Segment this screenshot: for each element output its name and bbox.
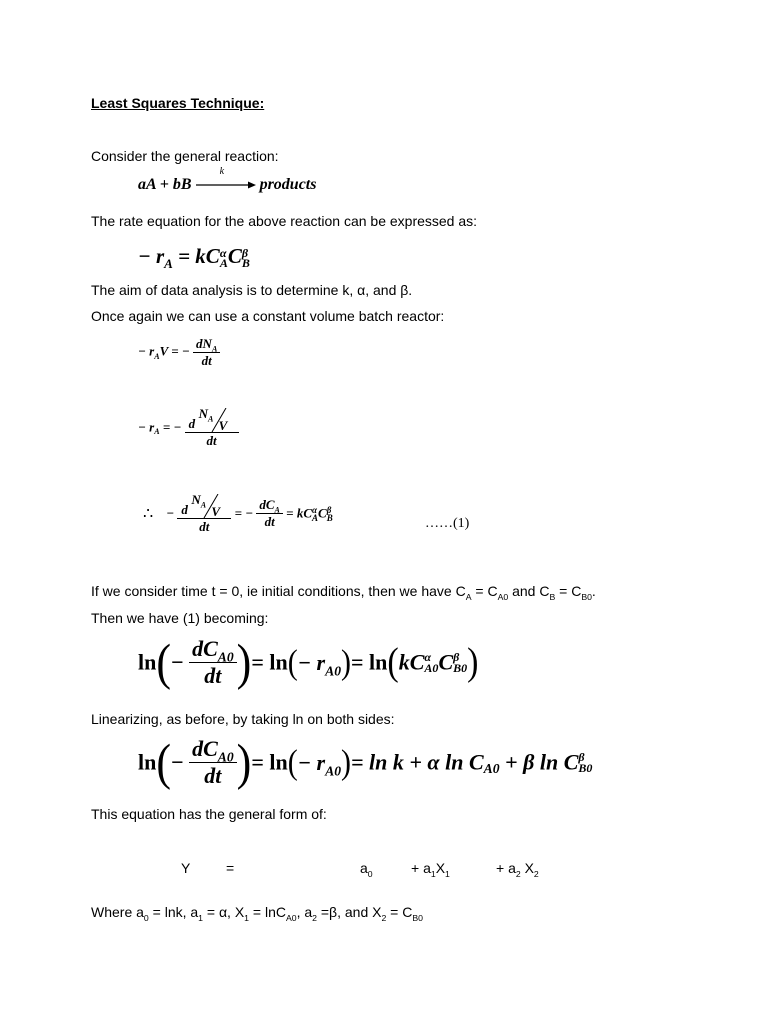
where-t2: = lnk, a <box>148 904 199 920</box>
eq5-plus: + β ln C <box>499 749 579 775</box>
where-s2: 1 <box>198 912 203 923</box>
gen-a0-sub: 0 <box>367 868 373 879</box>
equation-3 <box>143 492 333 535</box>
eq2-d: d <box>188 416 196 431</box>
paragraph-initial-conditions <box>91 583 596 602</box>
if-sub-3: B <box>549 591 556 602</box>
eq2-den: dt <box>206 433 217 448</box>
eq1-num-sub: A <box>211 344 218 354</box>
eq3-alpha: α <box>312 504 317 515</box>
where-t4: = lnC <box>249 904 286 920</box>
eq3-N-sub: A <box>200 500 207 510</box>
eq1-num: dN <box>196 336 212 351</box>
gen-term2 <box>496 860 539 879</box>
eq4-mr: − r <box>297 649 326 675</box>
paragraph-linearizing: Linearizing, as before, by taking ln on both sides: <box>91 711 395 727</box>
right-arrow-icon <box>196 180 256 190</box>
where-t1: Where a <box>91 904 144 920</box>
eq5-beta: β <box>578 749 585 764</box>
where-s5: 2 <box>312 912 317 923</box>
paragraph-where <box>91 904 423 923</box>
eq2-lhs: − r <box>138 419 155 435</box>
eq4-lparen-3: ( <box>387 640 399 684</box>
eq1-lhs-sub: A <box>154 352 160 362</box>
paragraph-rate: The rate equation for the above reaction can be expressed as: <box>91 213 478 229</box>
equation-2 <box>138 406 239 449</box>
eq3-B: B <box>326 512 333 523</box>
where-t7: = C <box>386 904 413 920</box>
eq1-fraction <box>193 336 220 369</box>
gen-term1-X: X <box>435 860 446 876</box>
eq4-eq2: = ln <box>351 649 388 675</box>
eq3-den-1: dt <box>199 519 210 534</box>
eq5-B0: B0 <box>578 760 593 775</box>
where-s1: 0 <box>143 912 149 923</box>
gen-a0-a: a <box>360 860 368 876</box>
eq3-V: V <box>211 504 220 519</box>
gen-term2-sub1: 2 <box>515 868 521 879</box>
eq4-C: C <box>438 649 454 675</box>
eq3-d: d <box>181 502 188 517</box>
rate-constant-label: k <box>219 166 225 178</box>
eq5-fraction <box>189 736 237 789</box>
eq2-eq: = − <box>162 419 182 435</box>
eq3-den-2: dt <box>264 514 275 529</box>
reaction-lhs: aA + bB <box>138 176 192 193</box>
eq4-rparen: ) <box>236 633 252 691</box>
eq2-lhs-sub: A <box>154 427 160 437</box>
rate-lhs: − r <box>138 244 165 268</box>
eq2-N: N <box>198 406 208 421</box>
eq1-lhs: − r <box>138 343 155 359</box>
alpha-exponent: α <box>219 246 227 261</box>
if-sub-1: A <box>465 591 472 602</box>
if-sub-2: A0 <box>497 591 509 602</box>
paragraph-once: Once again we can use a constant volume batch reactor: <box>91 308 445 324</box>
reaction-rhs: products <box>259 176 317 193</box>
if-text-4: = C <box>555 583 582 599</box>
eq4-A0: A0 <box>424 660 439 675</box>
eq3-fraction-2 <box>256 497 283 530</box>
eq5-minus: − <box>171 749 184 775</box>
section-heading: Least Squares Technique: <box>91 95 265 111</box>
gen-term2-a: + a <box>496 860 516 876</box>
therefore-symbol: ∴ <box>143 505 154 523</box>
gen-Y: Y <box>181 860 191 876</box>
if-sub-4: B0 <box>581 591 592 602</box>
eq5-eq1: = ln <box>251 749 288 775</box>
A-subscript: A <box>219 256 228 271</box>
eq3-minus: − <box>166 505 175 521</box>
equation-1 <box>138 336 220 369</box>
eq5-num-sub: A0 <box>217 749 234 765</box>
paragraph-then: Then we have (1) becoming: <box>91 610 269 626</box>
eq4-B0: B0 <box>453 660 468 675</box>
eq3-N: N <box>191 492 201 507</box>
paragraph-aim: The aim of data analysis is to determine k, α, and β. <box>91 282 413 298</box>
where-t3: = α, X <box>203 904 245 920</box>
eq4-beta: β <box>453 649 460 664</box>
eq5-ln: ln <box>138 749 157 775</box>
equation-4 <box>138 633 479 691</box>
beta-exponent: β <box>241 246 249 261</box>
gen-equals: = <box>226 860 235 876</box>
eq4-alpha: α <box>424 649 432 664</box>
where-t5: , a <box>296 904 313 920</box>
eq5-lparen: ( <box>156 733 172 791</box>
eq5-A0: A0 <box>483 760 500 776</box>
eq4-ln: ln <box>138 649 157 675</box>
gen-term1-sub2: 1 <box>445 868 450 879</box>
reaction-arrow <box>196 166 256 190</box>
gen-a0 <box>360 860 373 879</box>
gen-term1-a: + a <box>411 860 431 876</box>
paragraph-general-form: This equation has the general form of: <box>91 806 327 822</box>
gen-term1-sub1: 1 <box>430 868 436 879</box>
if-text-5: . <box>591 583 596 599</box>
equation-label-1: ……(1) <box>425 516 470 531</box>
if-text-2: = C <box>471 583 498 599</box>
eq4-rparen-3: ) <box>467 640 479 684</box>
B-subscript: B <box>241 256 250 271</box>
eq5-mr: − r <box>297 749 326 775</box>
eq5-lparen-2: ( <box>287 742 298 781</box>
eq3-A: A <box>312 512 319 523</box>
where-s6: 2 <box>381 912 387 923</box>
eq5-eq2: = ln k + α ln C <box>351 749 484 775</box>
gen-term2-sub2: 2 <box>533 868 539 879</box>
if-text-1: If we consider time t = 0, ie initial conditions, then we have C <box>91 583 466 599</box>
where-s3: 1 <box>244 912 249 923</box>
eq4-minus: − <box>171 649 184 675</box>
eq4-mr-sub: A0 <box>325 662 342 678</box>
eq2-N-sub: A <box>208 414 214 424</box>
eq5-mr-sub: A0 <box>325 762 342 778</box>
eq1-V: V = − <box>159 343 190 359</box>
eq4-fraction <box>189 636 237 689</box>
rate-lhs-sub: A <box>164 256 173 272</box>
eq4-eq1: = ln <box>251 649 288 675</box>
eq4-lparen-2: ( <box>287 642 298 681</box>
eq3-eq: = − <box>234 505 254 521</box>
eq2-V: V <box>218 418 228 433</box>
where-s7: B0 <box>412 912 423 923</box>
eq4-den: dt <box>204 663 222 688</box>
gen-term2-X: X <box>520 860 534 876</box>
reaction-equation <box>138 166 317 194</box>
eq4-rparen-2: ) <box>341 642 352 681</box>
eq3-fraction-1 <box>177 492 231 535</box>
rate-equation <box>138 244 250 272</box>
rate-rhs-k: = kC <box>178 244 220 268</box>
eq3-num2: dC <box>259 497 275 512</box>
eq3-beta: β <box>326 504 332 515</box>
eq3-rhs: = kC <box>286 505 313 521</box>
equation-5 <box>138 733 593 791</box>
eq5-rparen: ) <box>236 733 252 791</box>
eq4-num-sub: A0 <box>217 649 234 665</box>
eq5-rparen-2: ) <box>341 742 352 781</box>
eq3-num2-sub: A <box>274 505 280 515</box>
eq4-num: dC <box>192 636 218 661</box>
eq4-k: kC <box>398 649 425 675</box>
eq2-fraction <box>185 406 239 449</box>
where-t6: =β, and X <box>316 904 382 920</box>
eq1-den: dt <box>201 353 212 368</box>
eq5-den: dt <box>204 763 222 788</box>
if-text-3: and C <box>508 583 550 599</box>
where-s4: A0 <box>285 912 297 923</box>
rate-C: C <box>227 244 242 268</box>
gen-term1 <box>411 860 450 879</box>
eq5-num: dC <box>192 736 218 761</box>
paragraph-consider: Consider the general reaction: <box>91 148 279 164</box>
eq3-C: C <box>318 505 327 521</box>
eq4-lparen: ( <box>156 633 172 691</box>
